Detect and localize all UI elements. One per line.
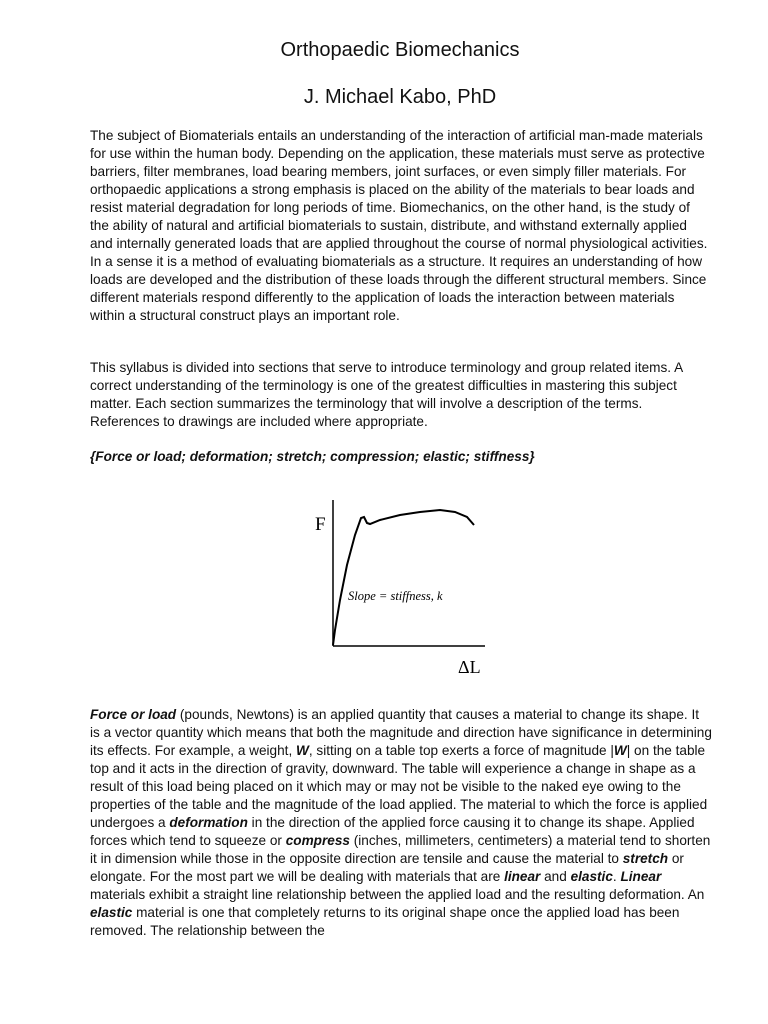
force-deformation-figure [300, 490, 500, 685]
text-segment: in the direction of the applied force causing it to change its shape. Applied forces which tend to squeeze or [90, 815, 695, 848]
term-compress: compress [285, 833, 350, 848]
intro-paragraph-1: The subject of Biomaterials entails an understanding of the interaction of artificial man-made materials for use within the human body. Depending on the application, these materials must serve as protective barriers, filter membranes, load bearing members, joint surfaces, or even simply filler materials. For orthopaedic applications a strong emphasis is placed on the ability of the materials to bear loads and resist material degradation for long periods of time. Biomechanics, on the other hand, is the study of the ability of natural and artificial biomaterials to sustain, distribute, and withstand externally applied and internally generated loads that are applied throughout the course of normal physiological activities. In a sense it is a method of evaluating biomaterials as a structure. It requires an understanding of how loads are developed and the distribution of these loads through the different structural members. Since different materials respond differently to the application of loads the interaction between materials within a structural construct plays an important role. [90, 128, 708, 323]
text-segment: , sitting on a table top exerts a force of magnitude | [308, 743, 614, 758]
term-force-or-load: Force or load [90, 707, 177, 722]
text-segment: materials exhibit a straight line relationship between the applied load and the resulting deformation. An [90, 887, 705, 902]
term-linear: linear [504, 869, 541, 884]
text-segment: or elongate. For the most part we will be dealing with materials that are [90, 851, 684, 884]
section-heading: {Force or load; deformation; stretch; compression; elastic; stiffness} [90, 449, 535, 464]
term-stretch: stretch [622, 851, 669, 866]
x-axis-label: ΔL [458, 657, 481, 677]
text-segment: and [540, 869, 571, 884]
term-w: W [613, 743, 627, 758]
document-title: Orthopaedic Biomechanics [280, 39, 520, 61]
load-curve [333, 510, 474, 645]
text-segment: (pounds, Newtons) is an applied quantity that causes a material to change its shape. It is a vector quantity which means that both the magnitude and direction have significance in determining its effects. For example, a weight, [90, 707, 712, 758]
term-deformation: deformation [169, 815, 248, 830]
term-elastic: elastic [570, 869, 613, 884]
term-w: W [296, 743, 309, 758]
definition-paragraph [90, 706, 712, 940]
force-deformation-diagram [300, 490, 500, 685]
slope-annotation: Slope = stiffness, k [348, 589, 443, 603]
intro-paragraph-2: This syllabus is divided into sections that serve to introduce terminology and group related items. A correct understanding of the terminology is one of the greatest difficulties in mastering this subject matter. Each section summarizes the terminology that will involve a description of the terms. References to drawings are included where appropriate. [90, 360, 683, 429]
text-segment: material is one that completely returns to its original shape once the applied load has been removed. The relationship between the [90, 905, 680, 938]
term-elastic: elastic [90, 905, 133, 920]
term-linear: Linear [620, 869, 662, 884]
document-author: J. Michael Kabo, PhD [303, 86, 497, 108]
text-segment: (inches, millimeters, centimeters) a material tend to shorten it in dimension while those in the opposite direction are tensile and cause the material to [90, 833, 711, 866]
y-axis-label: F [315, 514, 326, 535]
text-segment: . [612, 869, 621, 884]
text-segment: | on the table top and it acts in the direction of gravity, downward. The table will experience a change in shape as a result of this load being placed on it which may or may not be visible to the naked eye owing to the properties of the table and the magnitude of the load applied. The material to which the force is applied undergoes a [90, 743, 708, 830]
